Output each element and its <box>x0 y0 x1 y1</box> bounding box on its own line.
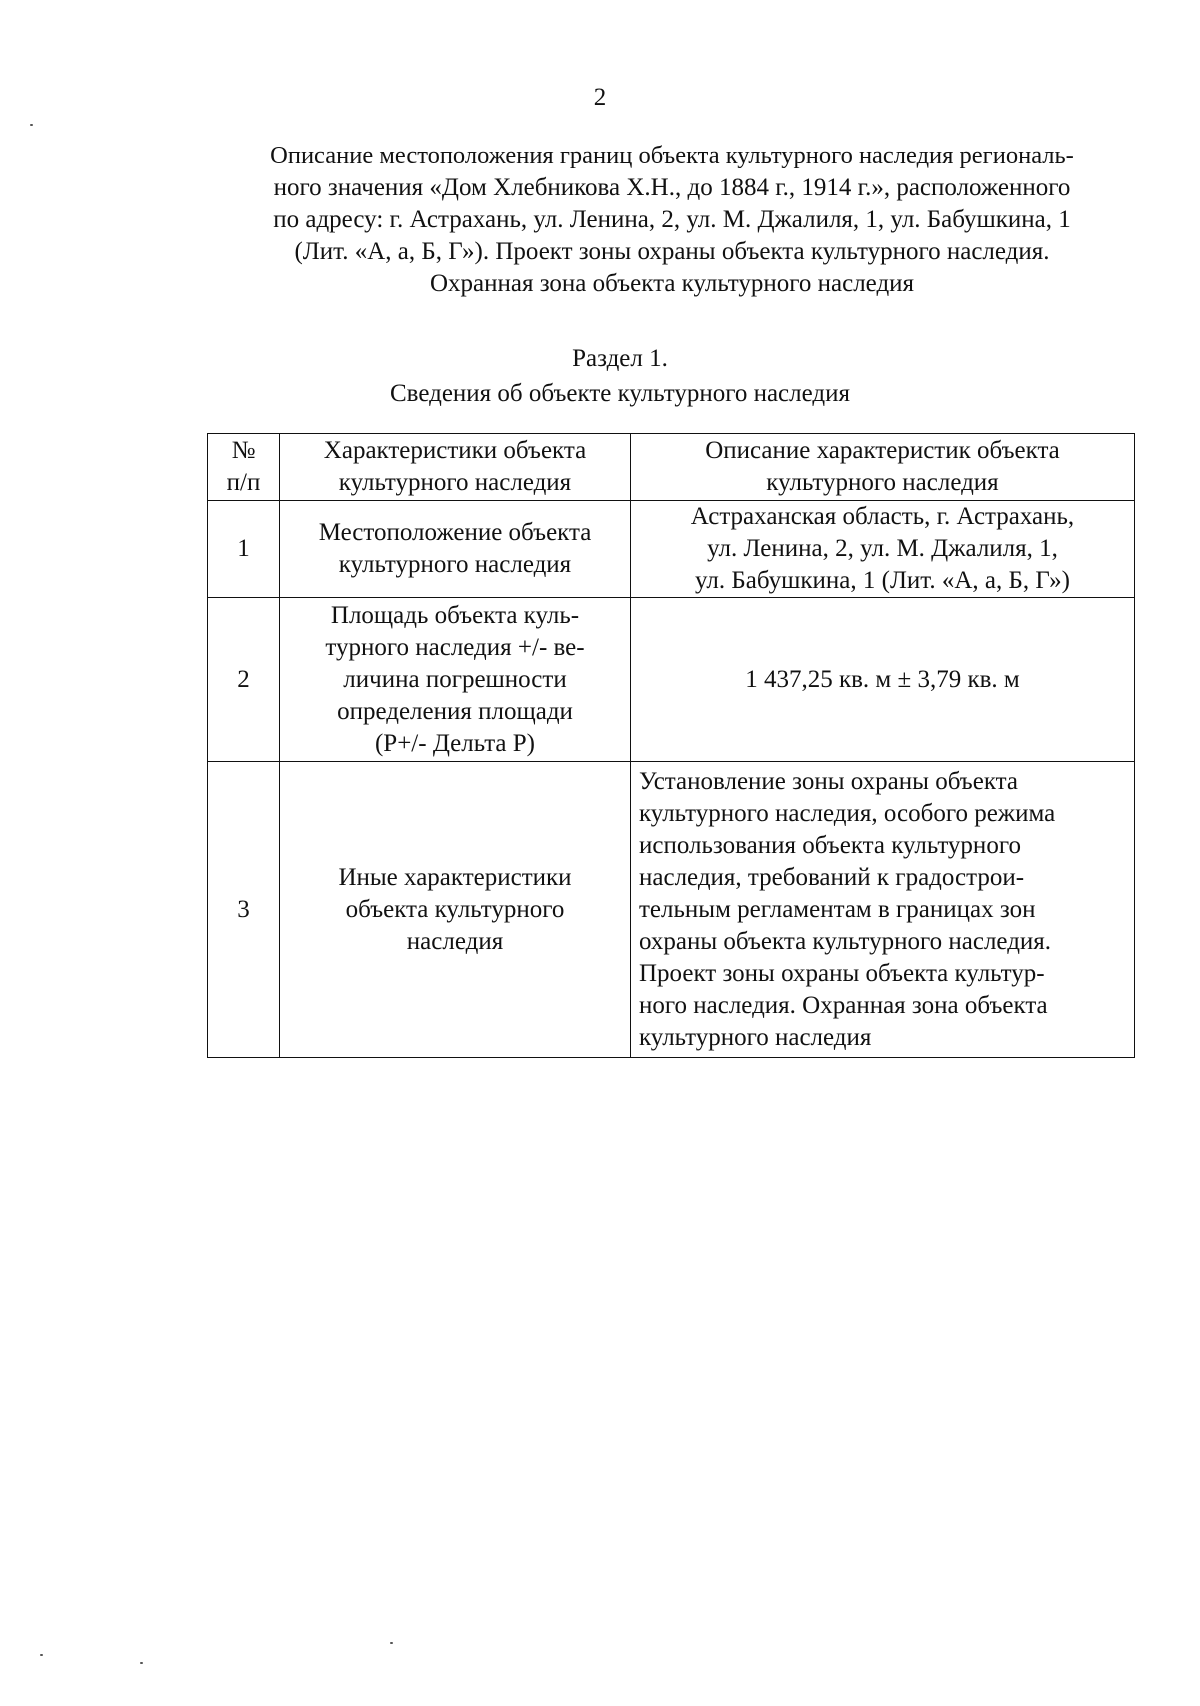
header-number: № п/п <box>208 434 280 501</box>
row-number: 3 <box>208 762 280 1058</box>
section-label: Раздел 1. <box>572 345 668 372</box>
heritage-info-table <box>207 433 1135 1058</box>
header-characteristic: Характеристики объекта культурного наследия <box>280 434 631 501</box>
row-description: Установление зоны охраны объекта культурного наследия, особого режима использования объекта культурного наследия, требований к градострои- тельным регламентам в границах зон охраны объекта культурного наследия. Проект зоны охраны объекта культур- ного наследия. Охранная зона объекта культурного наследия <box>631 762 1135 1058</box>
title-line: по адресу: г. Астрахань, ул. Ленина, 2, ул. М. Джалиля, 1, ул. Бабушкина, 1 <box>273 206 1071 233</box>
row-number: 1 <box>208 501 280 598</box>
row-characteristic: Местоположение объекта культурного наследия <box>280 501 631 598</box>
row-characteristic: Иные характеристики объекта культурного наследия <box>280 762 631 1058</box>
scan-speck <box>40 1654 43 1656</box>
title-line: Охранная зона объекта культурного наследия <box>429 270 915 297</box>
section-heading <box>0 341 1200 411</box>
table-header-row <box>208 434 1135 501</box>
scan-speck <box>140 1662 143 1664</box>
row-description: Астраханская область, г. Астрахань, ул. Ленина, 2, ул. М. Джалиля, 1, ул. Бабушкина, 1 (Лит. «А, а, Б, Г») <box>631 501 1135 598</box>
page-number: 2 <box>593 84 607 111</box>
section-title: Сведения об объекте культурного наследия <box>390 380 850 407</box>
row-characteristic: Площадь объекта куль- турного наследия +/- ве- личина погрешности определения площади (P+/- Дельта P) <box>280 598 631 762</box>
row-description: 1 437,25 кв. м ± 3,79 кв. м <box>631 598 1135 762</box>
row-number: 2 <box>208 598 280 762</box>
document-title <box>200 140 1144 300</box>
title-line: ного значения «Дом Хлебникова Х.Н., до 1884 г., 1914 г.», расположенного <box>273 174 1071 201</box>
scan-speck <box>30 124 33 126</box>
table-row <box>208 762 1135 1058</box>
table-row <box>208 501 1135 598</box>
scan-speck <box>390 1642 393 1644</box>
title-line: (Лит. «А, а, Б, Г»). Проект зоны охраны объекта культурного наследия. <box>294 238 1050 265</box>
table-row <box>208 598 1135 762</box>
title-line: Описание местоположения границ объекта культурного наследия региональ- <box>270 142 1074 169</box>
header-description: Описание характеристик объекта культурного наследия <box>631 434 1135 501</box>
